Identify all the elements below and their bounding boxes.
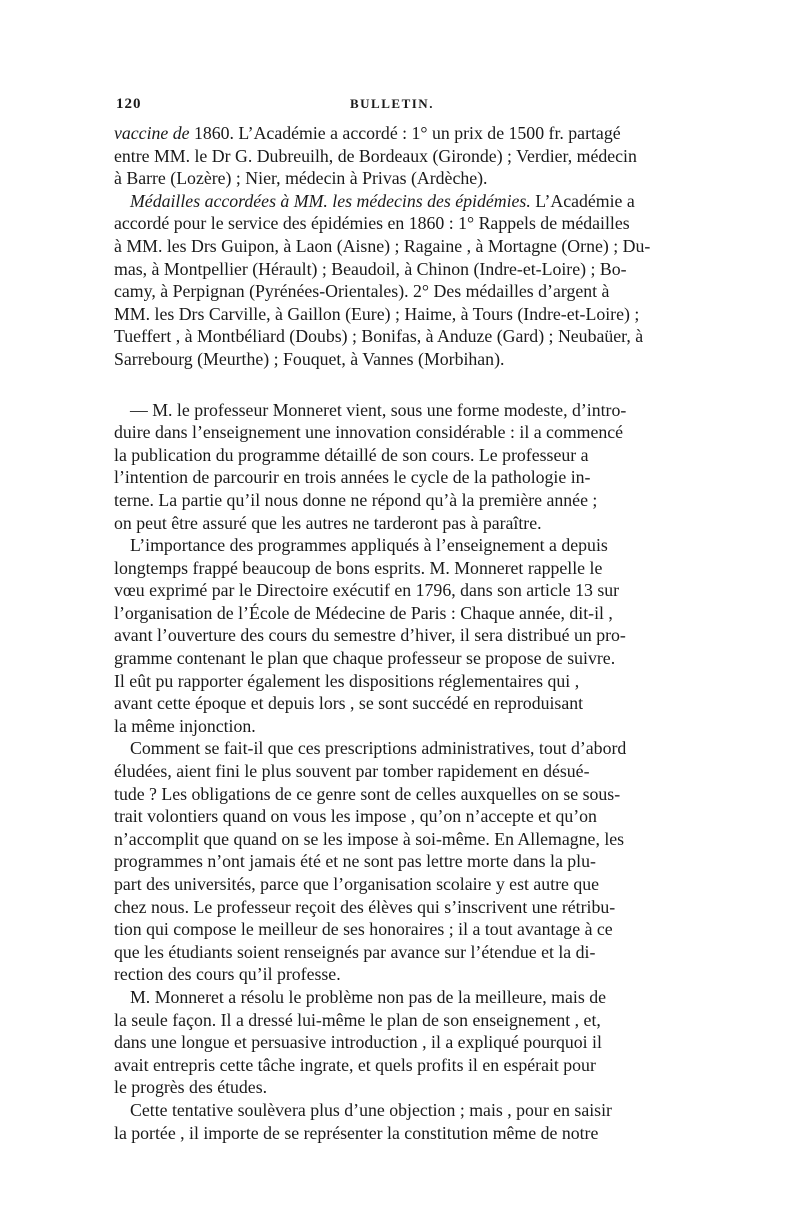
text-line: que les étudiants soient renseignés par avance sur l’étendue et la di- (114, 941, 596, 962)
text-line: gramme contenant le plan que chaque professeur se propose de suivre. (114, 648, 616, 669)
text-line: avant cette époque et depuis lors , se sont succédé en reproduisant (114, 693, 584, 714)
text-line: mas, à Montpellier (Hérault) ; Beaudoil, à Chinon (Indre-et-Loire) ; Bo- (114, 258, 627, 279)
text-line: à MM. les Drs Guipon, à Laon (Aisne) ; Ragaine , à Mortagne (Orne) ; Du- (114, 235, 651, 256)
paragraph-prescriptions (114, 737, 686, 986)
text-line: Tueffert , à Montbéliard (Doubs) ; Bonifas, à Anduze (Gard) ; Neubaüer, à (114, 326, 644, 347)
text-line: l’organisation de l’École de Médecine de Paris : Chaque année, dit-il , (114, 602, 613, 623)
text-line: longtemps frappé beaucoup de bons esprits. M. Monneret rappelle le (114, 557, 603, 578)
text-line: duire dans l’enseignement une innovation considérable : il a commencé (114, 422, 624, 443)
text-line: rection des cours qu’il professe. (114, 964, 341, 985)
text-line: Cette tentative soulèvera plus d’une objection ; mais , pour en saisir (130, 1099, 612, 1120)
text-line: tion qui compose le meilleur de ses honoraires ; il a tout avantage à ce (114, 919, 613, 940)
italic-lead: vaccine de (114, 123, 190, 143)
section-gap (114, 371, 686, 399)
italic-heading: Médailles accordées à MM. les médecins des épidémies. (130, 190, 531, 211)
paragraph-monneret-intro (114, 399, 686, 535)
paragraph-solution (114, 986, 686, 1099)
text-line: accordé pour le service des épidémies en 1860 : 1° Rappels de médailles (114, 213, 630, 234)
text-line: éludées, aient fini le plus souvent par tomber rapidement en désué- (114, 761, 590, 782)
text-line: la seule façon. Il a dressé lui-même le plan de son enseignement , et, (114, 1009, 601, 1030)
text-line: chez nous. Le professeur reçoit des élèves qui s’inscrivent une rétribu- (114, 896, 616, 917)
text-line: Comment se fait-il que ces prescriptions administratives, tout d’abord (130, 738, 627, 759)
text-line: n’accomplit que quand on se les impose à soi-même. En Allemagne, les (114, 828, 625, 849)
text-line: le progrès des études. (114, 1077, 268, 1098)
text-line: avant l’ouverture des cours du semestre d’hiver, il sera distribué un pro- (114, 625, 626, 646)
text-line: dans une longue et persuasive introduction , il a expliqué pourquoi il (114, 1032, 602, 1053)
text-line: M. Monneret a résolu le problème non pas de la meilleure, mais de (130, 986, 606, 1007)
text-line: à Barre (Lozère) ; Nier, médecin à Privas (Ardèche). (114, 168, 488, 189)
text-line: — M. le professeur Monneret vient, sous une forme modeste, d’intro- (130, 399, 627, 420)
text-line: Médailles accordées à MM. les médecins des épidémies. L’Académie a (130, 190, 635, 211)
paragraph-objection (114, 1099, 686, 1144)
running-head (114, 96, 686, 122)
text-line: trait volontiers quand on vous les impose , qu’on n’accepte et qu’on (114, 806, 597, 827)
paragraph-vaccine-prize (114, 122, 686, 190)
text-line: camy, à Perpignan (Pyrénées-Orientales). 2° Des médailles d’argent à (114, 281, 610, 302)
paragraph-importance (114, 534, 686, 737)
text-line: la publication du programme détaillé de son cours. Le professeur a (114, 444, 589, 465)
text-line: la portée , il importe de se représenter la constitution même de notre (114, 1122, 599, 1143)
text-line: tude ? Les obligations de ce genre sont de celles auxquelles on se sous- (114, 783, 621, 804)
text-line: l’intention de parcourir en trois années le cycle de la pathologie in- (114, 467, 591, 488)
text-line: Il eût pu rapporter également les dispositions réglementaires qui , (114, 670, 580, 691)
book-page (114, 96, 686, 1144)
text-line: terne. La partie qu’il nous donne ne répond qu’à la première année ; (114, 489, 598, 510)
text-line: L’importance des programmes appliqués à l’enseignement a depuis (130, 535, 608, 556)
text-line: MM. les Drs Carville, à Gaillon (Eure) ; Haime, à Tours (Indre-et-Loire) ; (114, 303, 640, 324)
text-line: entre MM. le Dr G. Dubreuilh, de Bordeaux (Gironde) ; Verdier, médecin (114, 145, 637, 166)
text-line: Sarrebourg (Meurthe) ; Fouquet, à Vannes (Morbihan). (114, 348, 505, 369)
text-line: vaccine de 1860. L’Académie a accordé : 1° un prix de 1500 fr. partagé (114, 123, 621, 143)
page-number: 120 (116, 96, 142, 112)
paragraph-epidemic-medals (114, 190, 686, 371)
running-title: BULLETIN. (350, 96, 434, 111)
text-line: vœu exprimé par le Directoire exécutif en 1796, dans son article 13 sur (114, 580, 620, 601)
text-line: la même injonction. (114, 715, 256, 736)
text-line: on peut être assuré que les autres ne tarderont pas à paraître. (114, 512, 542, 533)
text-line: part des universités, parce que l’organisation scolaire y est autre que (114, 874, 600, 894)
text-line: programmes n’ont jamais été et ne sont pas lettre morte dans la plu- (114, 851, 596, 872)
text-line: avait entrepris cette tâche ingrate, et quels profits il en espérait pour (114, 1054, 596, 1075)
